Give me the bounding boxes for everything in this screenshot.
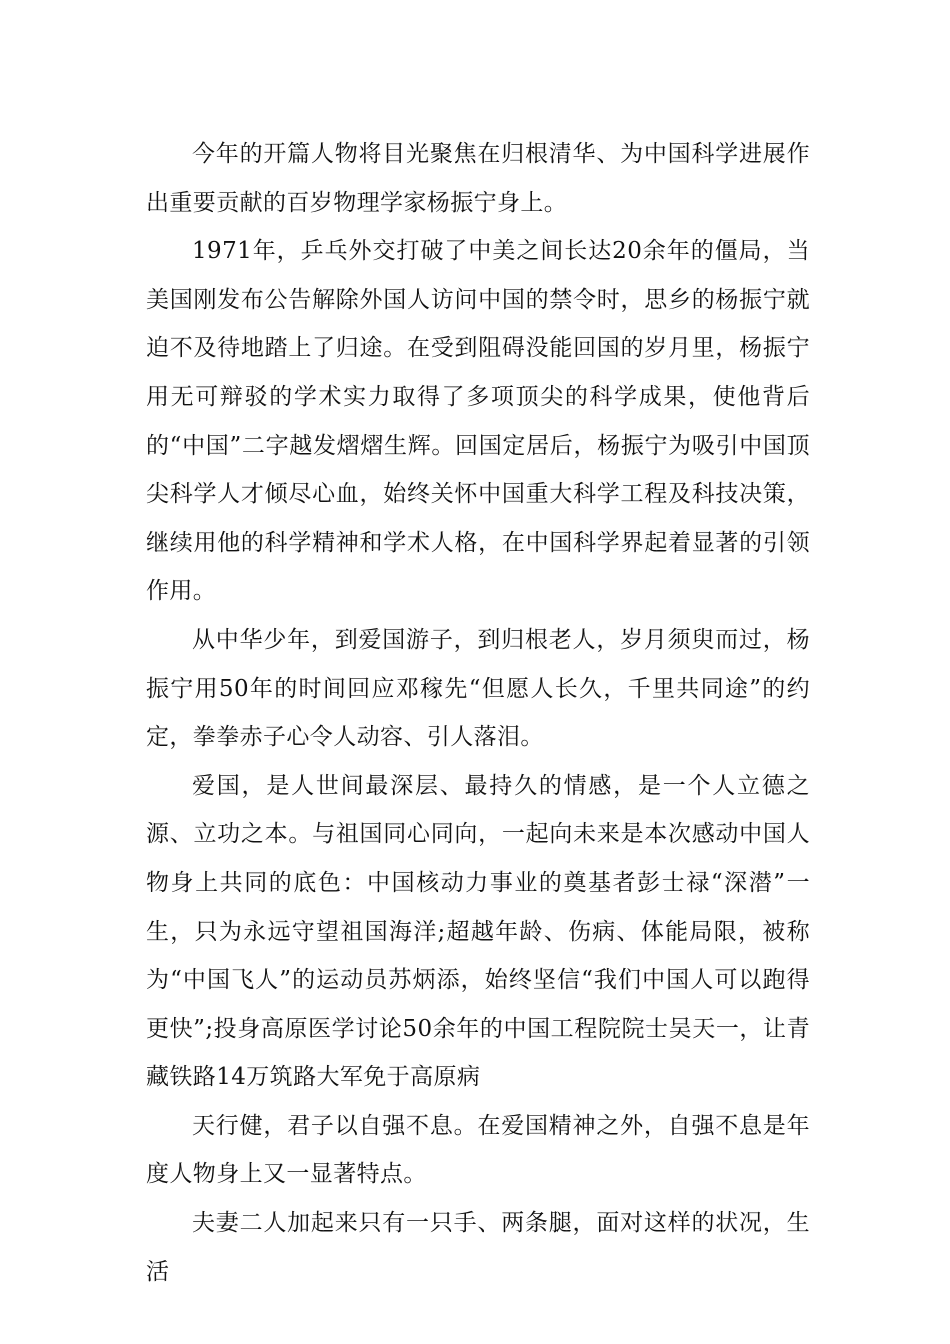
paragraph: 从中华少年，到爱国游子，到归根老人，岁月须臾而过，杨振宁用50年的时间回应邓稼先“但愿人长久，千里共同途”的约定，拳拳赤子心令人动容、引人落泪。 [146, 626, 810, 751]
paragraph: 1971年，乒乓外交打破了中美之间长达20余年的僵局，当美国刚发布公告解除外国人访问中国的禁令时，思乡的杨振宁就迫不及待地踏上了归途。在受到阻碍没能回国的岁月里，杨振宁用无可辩驳的学术实力取得了多项顶尖的科学成果，使他背后的“中国”二字越发熠熠生辉。回国定居后，杨振宁为吸引中国顶尖科学人才倾尽心血，始终关怀中国重大科学工程及科技决策，继续用他的科学精神和学术人格，在中国科学界起着显著的引领作用。 [146, 238, 810, 605]
paragraph: 今年的开篇人物将目光聚焦在归根清华、为中国科学进展作出重要贡献的百岁物理学家杨振宁身上。 [146, 141, 810, 216]
document-body [146, 130, 810, 1296]
paragraph: 夫妻二人加起来只有一只手、两条腿，面对这样的状况，生活 [146, 1210, 810, 1285]
paragraph: 爱国，是人世间最深层、最持久的情感，是一个人立德之源、立功之本。与祖国同心同向，一起向未来是本次感动中国人物身上共同的底色：中国核动力事业的奠基者彭士禄“深潜”一生，只为永远守望祖国海洋;超越年龄、伤病、体能局限，被称为“中国飞人”的运动员苏炳添，始终坚信“我们中国人可以跑得更快”;投身高原医学讨论50余年的中国工程院院士吴天一，让青藏铁路14万筑路大军免于高原病 [146, 772, 810, 1091]
paragraph: 天行健，君子以自强不息。在爱国精神之外，自强不息是年度人物身上又一显著特点。 [146, 1112, 810, 1188]
